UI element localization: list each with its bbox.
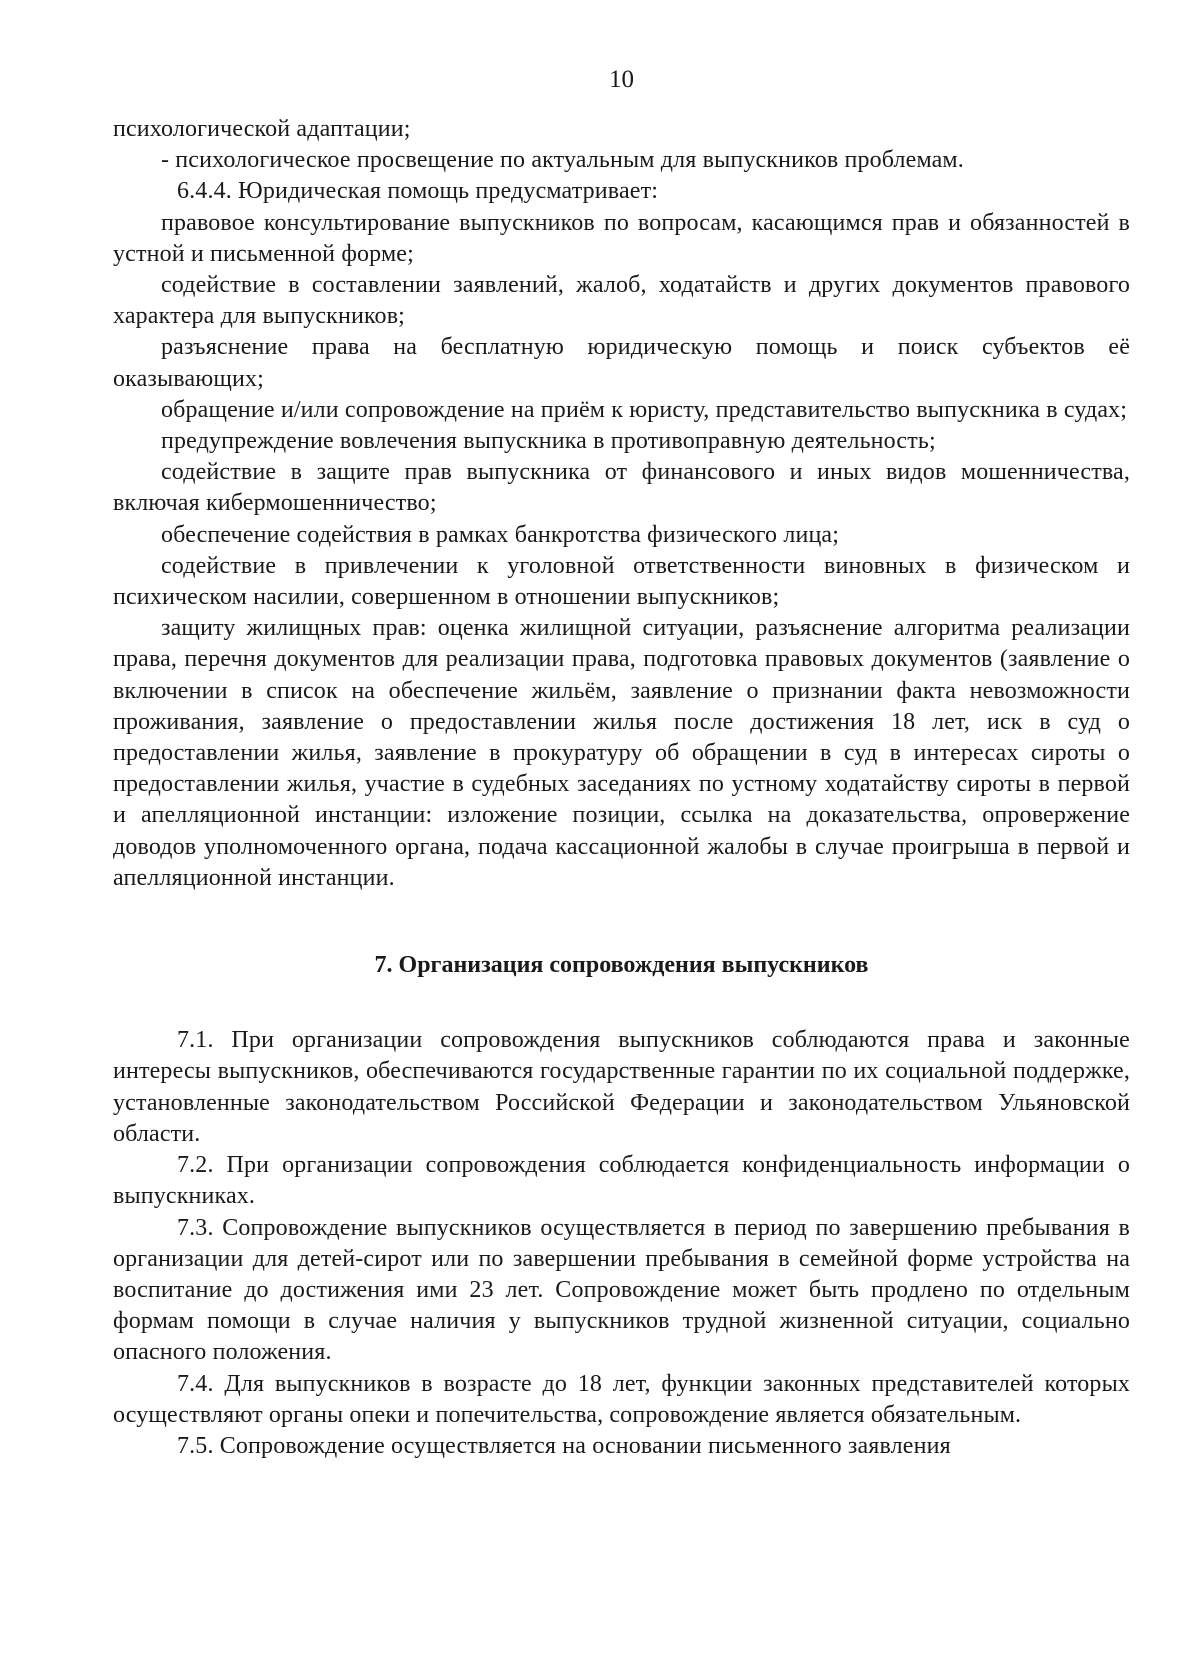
paragraph: 6.4.4. Юридическая помощь предусматривает: bbox=[177, 178, 659, 205]
paragraph: 7.5. Сопровождение осуществляется на основании письменного заявления bbox=[177, 1432, 951, 1459]
document-page bbox=[113, 60, 1130, 1462]
paragraph: разъяснение права на бесплатную юридическую помощь и поиск субъектов её оказывающих; bbox=[113, 334, 1130, 392]
paragraph: психологической адаптации; bbox=[113, 116, 411, 142]
paragraph: защиту жилищных прав: оценка жилищной ситуации, разъяснение алгоритма реализации права, перечня документов для реализации права, подготовка правовых документов (заявление о включении в список на обеспечение жильём, заявление о признании факта невозможности проживания, заявление о предоставлении жилья после достижения 18 лет, иск в суд о предоставлении жилья, заявление в прокуратуру об обращении в суд в интересах сироты о предоставлении жилья, участие в судебных заседаниях по устному ходатайству сироты в первой и апелляционной инстанции: изложение позиции, ссылка на доказательства, опровержение доводов уполномоченного органа, подача кассационной жалобы в случае проигрыша в первой и апелляционной инстанции. bbox=[113, 615, 1130, 891]
paragraph: - психологическое просвещение по актуальным для выпускников проблемам. bbox=[161, 147, 964, 174]
paragraph: обеспечение содействия в рамках банкротства физического лица; bbox=[161, 521, 840, 548]
section-title: 7. Организация сопровождения выпускников bbox=[374, 952, 869, 979]
paragraph: 7.2. При организации сопровождения соблюдается конфиденциальность информации о выпускниках. bbox=[113, 1152, 1130, 1210]
paragraph: 7.3. Сопровождение выпускников осуществляется в период по завершению пребывания в организации для детей-сирот или по завершении пребывания в семейной форме устройства на воспитание до достижения ими 23 лет. Сопровождение может быть продлено по отдельным формам помощи в случае наличия у выпускников трудной жизненной ситуации, социально опасного положения. bbox=[113, 1214, 1130, 1366]
paragraph: предупреждение вовлечения выпускника в противоправную деятельность; bbox=[161, 428, 936, 455]
paragraph: обращение и/или сопровождение на приём к юристу, представительство выпускника в судах; bbox=[161, 396, 1128, 423]
paragraph: содействие в привлечении к уголовной ответственности виновных в физическом и психическом насилии, совершенном в отношении выпускников; bbox=[113, 552, 1130, 611]
paragraph: содействие в составлении заявлений, жалоб, ходатайств и других документов правового характера для выпускников; bbox=[113, 272, 1130, 330]
paragraph: содействие в защите прав выпускника от финансового и иных видов мошенничества, включая кибермошенничество; bbox=[113, 459, 1130, 517]
paragraph: правовое консультирование выпускников по вопросам, касающимся прав и обязанностей в устной и письменной форме; bbox=[113, 209, 1130, 267]
paragraph: 7.1. При организации сопровождения выпускников соблюдаются права и законные интересы выпускников, обеспечиваются государственные гарантии по их социальной поддержке, установленные законодательством Российской Федерации и законодательством Ульяновской области. bbox=[113, 1027, 1130, 1147]
paragraph: 7.4. Для выпускников в возрасте до 18 лет, функции законных представителей которых осуществляют органы опеки и попечительства, сопровождение является обязательным. bbox=[113, 1370, 1130, 1428]
page-number: 10 bbox=[609, 66, 634, 93]
